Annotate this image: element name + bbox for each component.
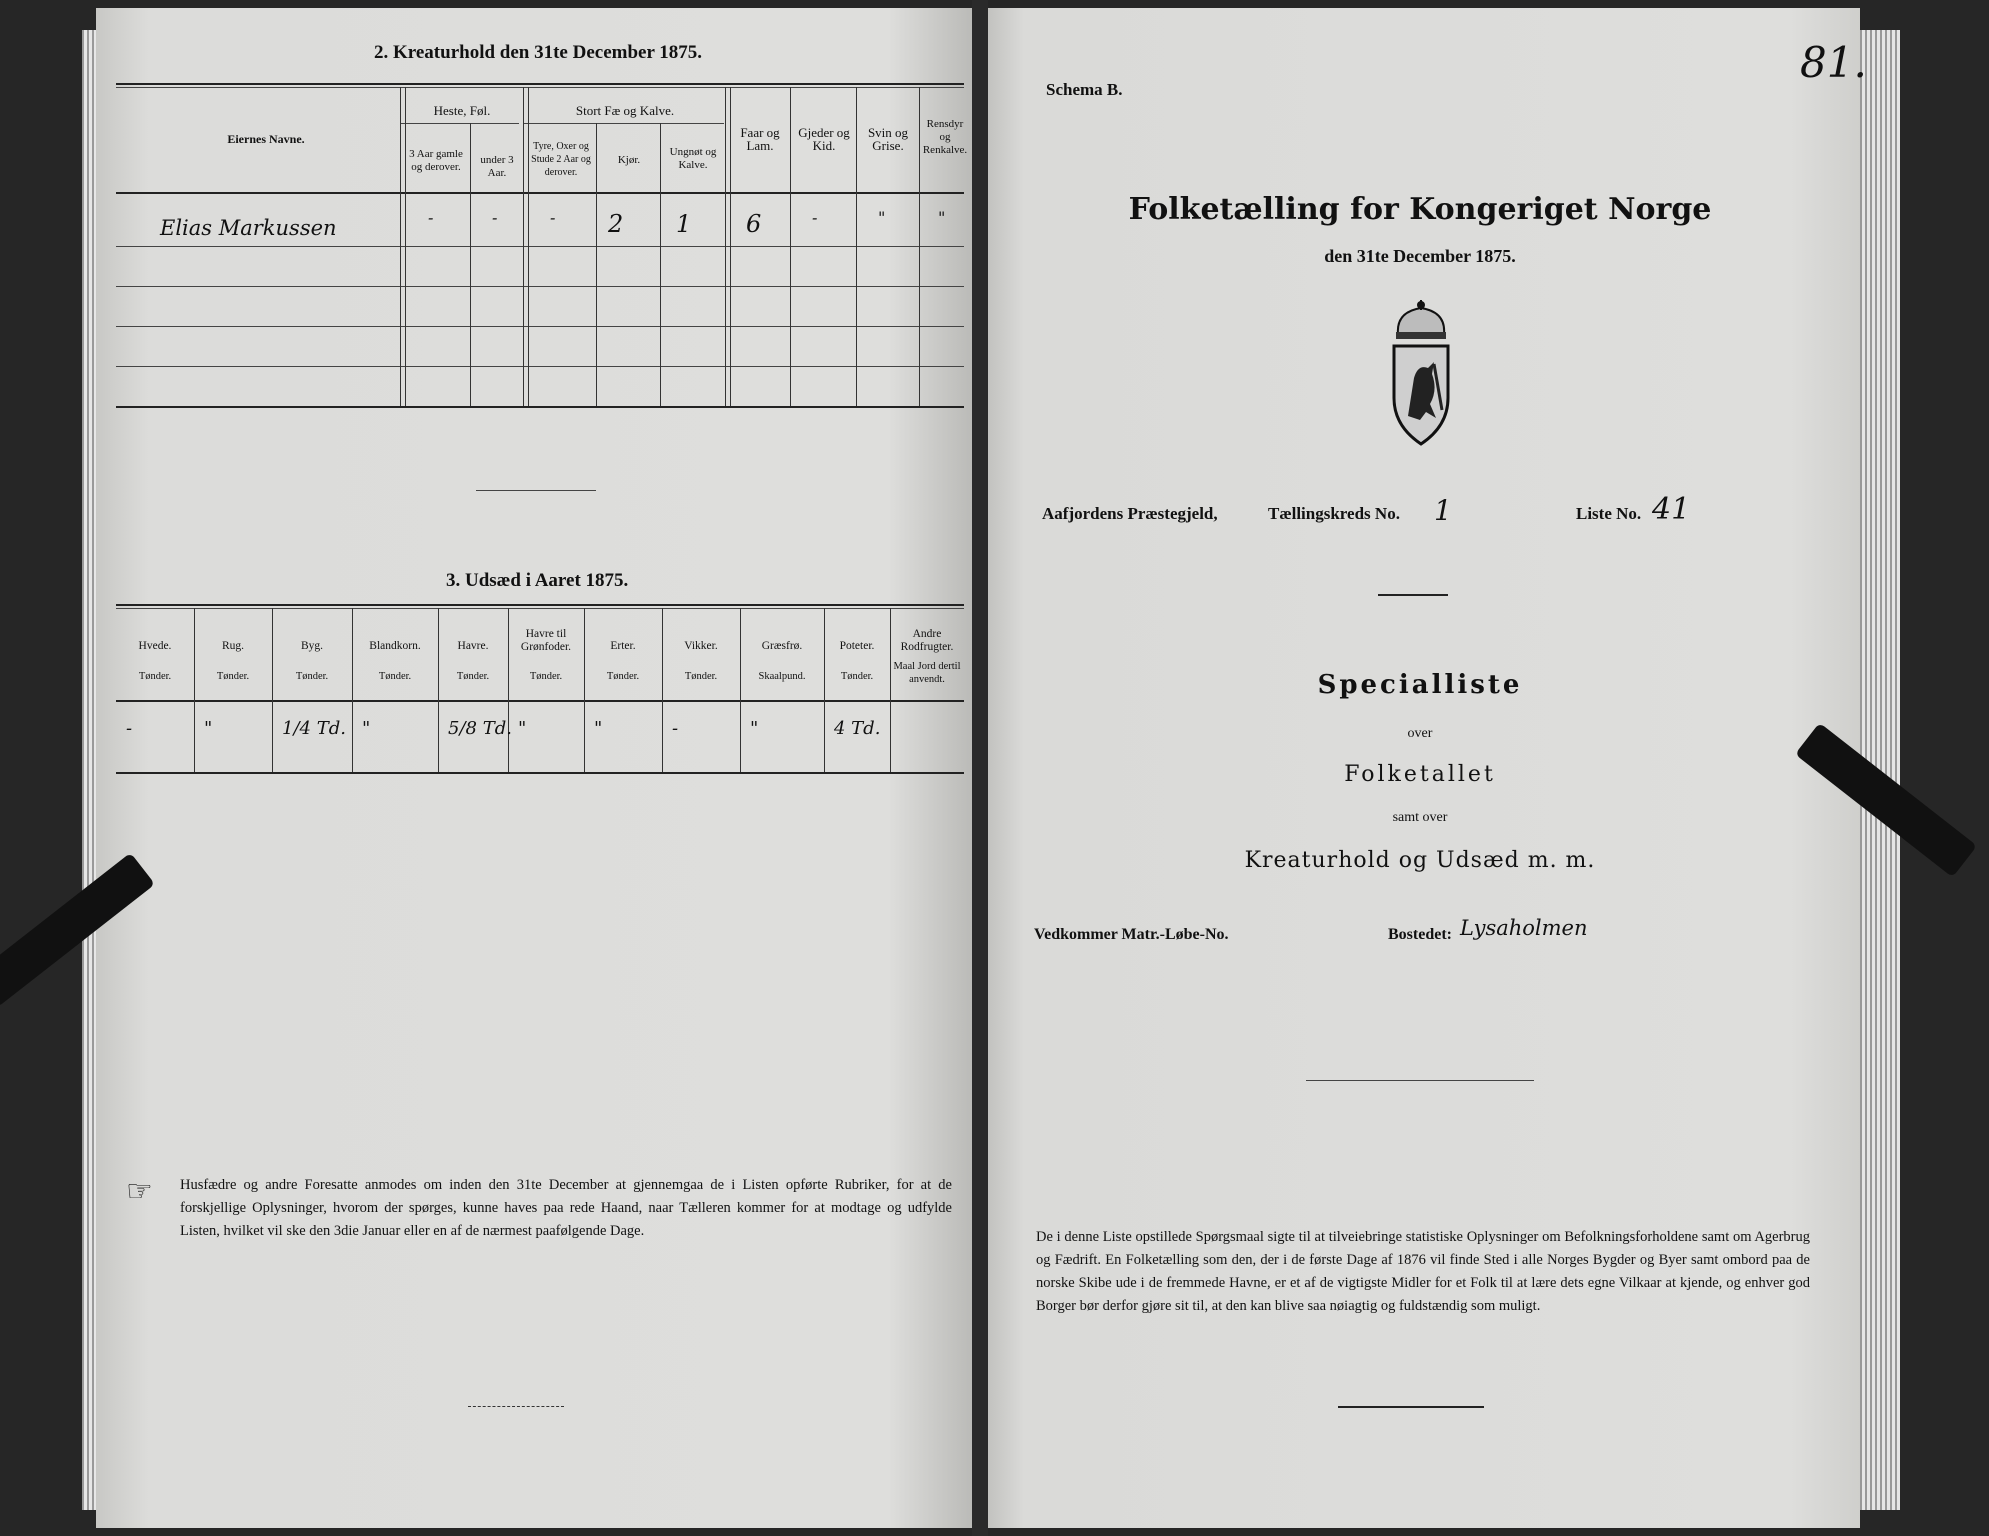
column-divider	[740, 608, 741, 772]
seed-header-unit: Skaalpund.	[758, 671, 806, 682]
table-rule	[116, 83, 964, 85]
column-divider	[790, 87, 791, 406]
column-divider	[596, 123, 597, 406]
table-rule	[116, 192, 964, 194]
seed-header-name: Hvede.	[138, 640, 172, 652]
column-divider	[660, 123, 661, 406]
column-divider	[523, 87, 529, 406]
seed-cell: 4 Td.	[834, 718, 881, 739]
column-divider	[856, 87, 857, 406]
cell-calves: 1	[676, 210, 692, 238]
census-date: den 31te December 1875.	[1324, 246, 1516, 266]
seed-header-name: Græsfrø.	[761, 640, 803, 652]
seed-cell: "	[594, 718, 603, 739]
specialliste-title: Specialliste	[1317, 670, 1523, 700]
matr-label: Vedkommer Matr.-Løbe-No.	[1034, 926, 1229, 943]
table-rule	[116, 604, 964, 606]
samt-over-text: samt over	[1392, 810, 1448, 825]
separator-rule	[1378, 594, 1448, 596]
column-divider	[470, 123, 471, 406]
seed-cell: 1/4 Td.	[282, 718, 346, 739]
table-rule	[116, 608, 964, 609]
seed-cell: "	[362, 718, 371, 739]
table-rule	[116, 772, 964, 774]
header-horses-old: 3 Aar gamle og derover.	[409, 148, 463, 173]
column-divider	[400, 87, 406, 406]
cell-goats: -	[812, 208, 818, 227]
cell-horses-young: -	[492, 208, 498, 227]
header-horses-young: under 3 Aar.	[480, 154, 514, 179]
cell-reindeer: "	[938, 208, 946, 227]
table-rule	[116, 700, 964, 702]
list-label: Liste No.	[1576, 504, 1642, 523]
table-rule	[524, 123, 724, 124]
table-rule	[116, 286, 964, 287]
seed-header-name: Vikker.	[684, 640, 718, 652]
seed-header-name: Erter.	[610, 640, 636, 652]
cell-bulls: -	[550, 208, 556, 227]
seed-header-unit: Tønder.	[840, 671, 874, 682]
seed-header-unit: Tønder.	[138, 671, 172, 682]
seed-header-unit: Tønder.	[606, 671, 640, 682]
seed-header-unit: Maal Jord dertil anvendt.	[893, 661, 961, 685]
header-bulls: Tyre, Oxer og Stude 2 Aar og derover.	[531, 141, 591, 178]
cell-cows: 2	[608, 210, 624, 238]
table-rule	[116, 246, 964, 247]
cell-horses-old: -	[428, 208, 434, 227]
seed-header-name: Rug.	[221, 640, 245, 652]
owner-name: Elias Markussen	[160, 216, 337, 240]
seed-cell: "	[518, 718, 527, 739]
seed-cell: "	[204, 718, 213, 739]
header-cattle: Stort Fæ og Kalve.	[575, 103, 675, 118]
section-2-title: 2. Kreaturhold den 31te December 1875.	[374, 42, 703, 63]
separator-rule	[1338, 1406, 1484, 1408]
header-calves: Ungnøt og Kalve.	[669, 146, 717, 171]
district-value: 1	[1434, 494, 1452, 527]
seed-cell: 5/8 Td.	[448, 718, 512, 739]
bosted-value: Lysaholmen	[1460, 916, 1588, 940]
table-rule	[116, 326, 964, 327]
table-rule	[116, 87, 964, 88]
seed-header-unit: Tønder.	[216, 671, 250, 682]
seed-header-name: Byg.	[300, 640, 324, 652]
column-divider	[194, 608, 195, 772]
left-page	[96, 8, 976, 1528]
seed-header-name: Andre Rodfrugter.	[900, 628, 954, 653]
footer-text: De i denne Liste opstillede Spørgsmaal sigte til at tilveiebringe statistiske Oplysninger om Befolkningsforholdene samt om Agerbrug og Fædrift. En Folketælling som den, der i de første Dage af 1876 vil finde Sted i alle Norges Bygder og Byer samt ombord paa de norske Skibe ude i de fremmede Havne, er et af de vigtigste Midler for et Folk til at lære dets egne Vilkaar at kjende, og enhver god Borger bør derfor gjøre sit til, at den kan blive saa nøiagtig og fuldstændig som muligt.	[1036, 1229, 1810, 1314]
table-rule	[116, 406, 964, 408]
column-divider	[824, 608, 825, 772]
separator-rule	[476, 490, 596, 491]
parish-label: Aafjordens Præstegjeld,	[1042, 504, 1218, 523]
notice-text: Husfædre og andre Foresatte anmodes om inden den 31te December at gjennemgaa de i Listen opførte Rubriker, for at de forskjellige Oplysninger, hvorom der spørges, kunne haves paa rede Haand, naar Tælleren kommer for at modtage og udfylde Listen, hvilket vil ske den 3die Januar eller en af de nærmest paafølgende Dage.	[180, 1177, 952, 1239]
header-owner: Eiernes Navne.	[227, 132, 305, 146]
seed-header-unit: Tønder.	[684, 671, 718, 682]
list-value: 41	[1652, 492, 1691, 527]
seed-header-unit: Tønder.	[529, 671, 563, 682]
separator-rule	[468, 1406, 564, 1407]
cell-pigs: "	[878, 208, 886, 227]
column-divider	[438, 608, 439, 772]
column-divider	[584, 608, 585, 772]
seed-cell: "	[750, 718, 759, 739]
over-text: over	[1407, 726, 1433, 741]
header-cows: Kjør.	[617, 154, 641, 166]
seed-header-name: Havre.	[457, 640, 489, 652]
seed-header-name: Poteter.	[839, 640, 875, 652]
seed-header-name: Blandkorn.	[369, 640, 421, 652]
header-pigs: Svin og Grise.	[867, 125, 909, 153]
book-gutter	[972, 0, 988, 1536]
header-horses: Heste, Føl.	[433, 103, 491, 118]
cell-sheep: 6	[746, 210, 762, 238]
pointing-hand-icon: ☞	[126, 1174, 153, 1209]
seed-header-unit: Tønder.	[378, 671, 412, 682]
separator-rule	[1306, 1080, 1534, 1081]
table-rule	[116, 366, 964, 367]
norway-coat-of-arms-icon	[1376, 298, 1466, 448]
seed-header-unit: Tønder.	[295, 671, 329, 682]
column-divider	[272, 608, 273, 772]
bosted-label: Bostedet:	[1388, 926, 1452, 943]
schema-label: Schema B.	[1046, 80, 1123, 99]
main-title: Folketælling for Kongeriget Norge	[1128, 192, 1712, 227]
header-reindeer: Rensdyr og Renkalve.	[922, 118, 968, 156]
seed-header-unit: Tønder.	[456, 671, 490, 682]
district-label: Tællingskreds No.	[1268, 504, 1400, 523]
folketallet-text: Folketallet	[1344, 762, 1496, 787]
header-sheep: Faar og Lam.	[740, 125, 780, 153]
seed-header-name: Havre til Grønfoder.	[520, 628, 572, 653]
column-divider	[662, 608, 663, 772]
column-divider	[352, 608, 353, 772]
page-number: 81.	[1800, 38, 1867, 87]
right-page	[980, 8, 1867, 1528]
seed-cell: -	[672, 718, 679, 739]
seed-cell: -	[126, 718, 133, 739]
section-3-title: 3. Udsæd i Aaret 1875.	[446, 570, 629, 591]
kreaturhold-text: Kreaturhold og Udsæd m. m.	[1244, 848, 1596, 873]
table-rule	[401, 123, 519, 124]
header-goats: Gjeder og Kid.	[798, 125, 850, 153]
